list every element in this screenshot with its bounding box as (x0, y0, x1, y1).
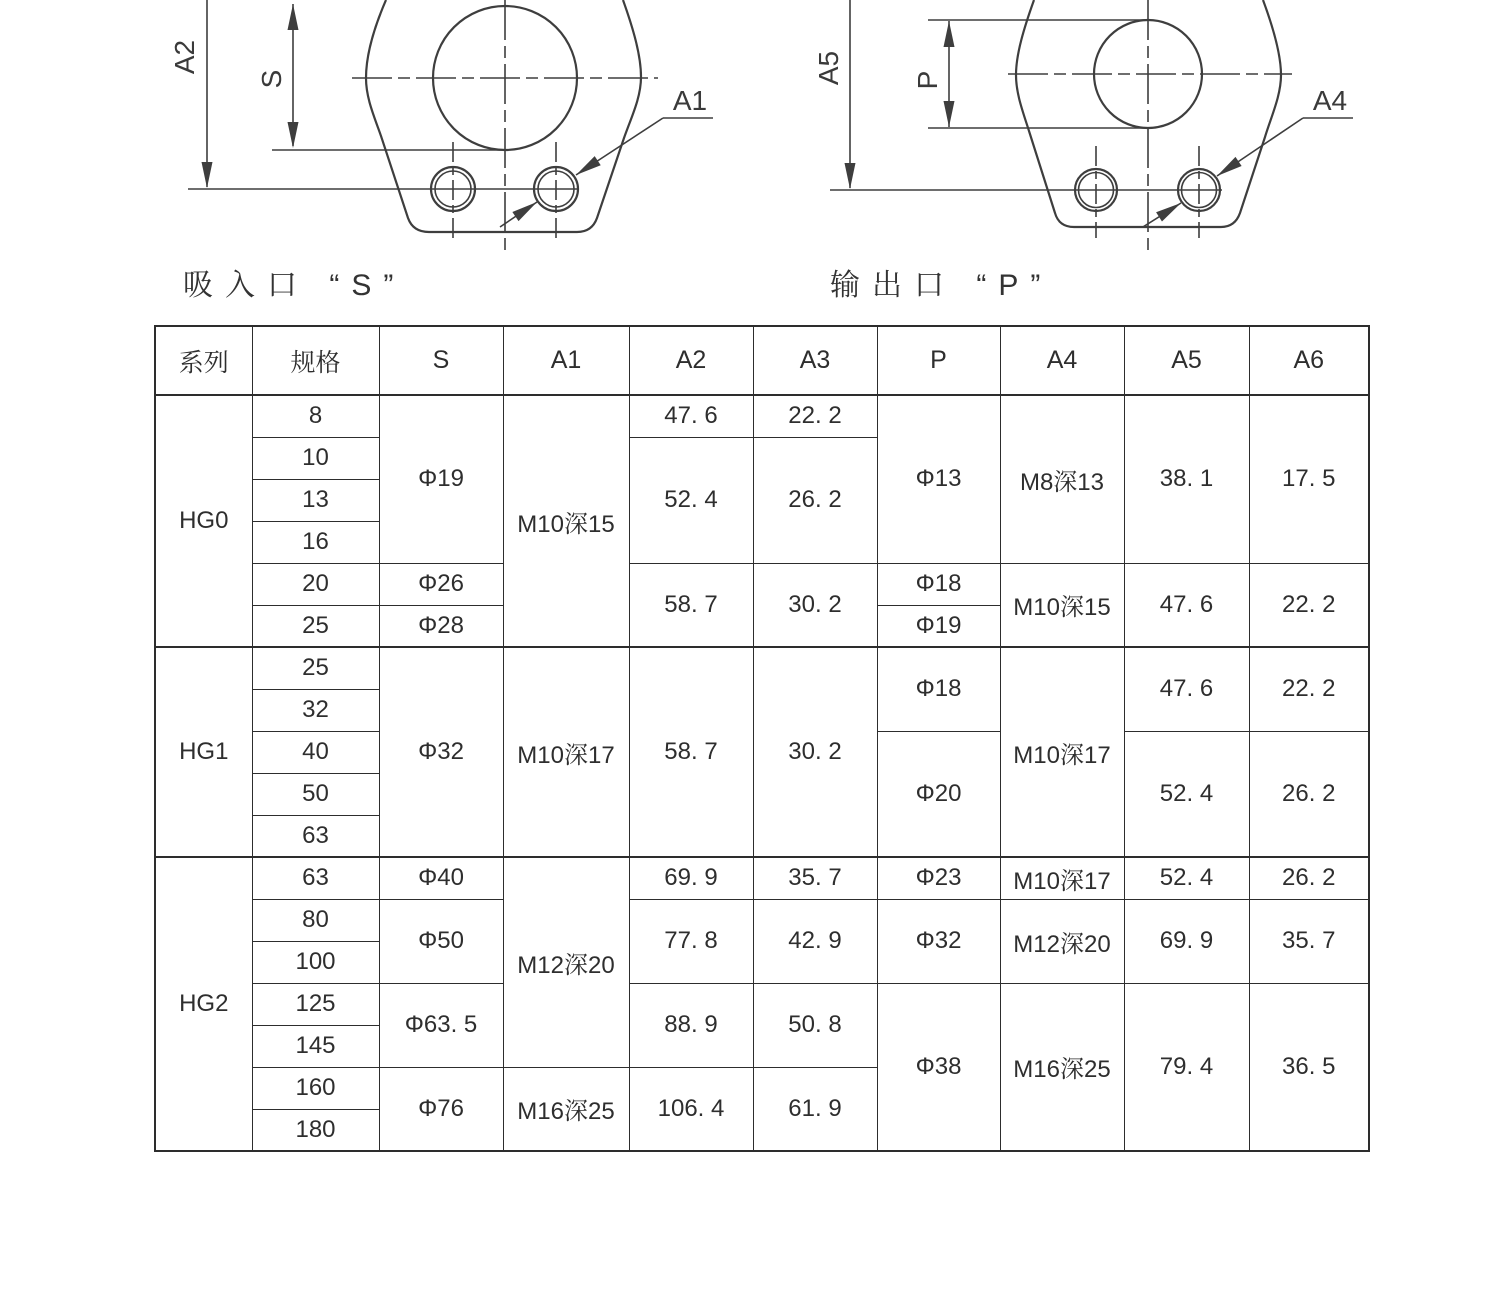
table-cell: 13 (252, 479, 379, 521)
dim-label-a2: A2 (169, 39, 200, 75)
table-cell: 16 (252, 521, 379, 563)
table-cell: 52. 4 (1124, 857, 1249, 899)
table-cell: 32 (252, 689, 379, 731)
table-cell: Φ19 (877, 605, 1000, 647)
output-port-drawing (813, 0, 1353, 250)
table-cell: Φ28 (379, 605, 503, 647)
table-row (155, 563, 1369, 605)
table-cell: 79. 4 (1124, 983, 1249, 1151)
table-cell: 106. 4 (629, 1067, 753, 1151)
table-cell: 50 (252, 773, 379, 815)
table-row (155, 647, 1369, 689)
table-cell: 100 (252, 941, 379, 983)
table-cell: 88. 9 (629, 983, 753, 1067)
column-header: A3 (753, 326, 877, 395)
table-cell: M8深13 (1000, 395, 1124, 563)
table-cell: HG1 (155, 647, 252, 857)
table-cell: Φ32 (877, 899, 1000, 983)
table-cell: Φ38 (877, 983, 1000, 1151)
table-cell: M10深15 (1000, 563, 1124, 647)
table-cell: 22. 2 (753, 395, 877, 437)
column-header: A6 (1249, 326, 1369, 395)
table-cell: 52. 4 (629, 437, 753, 563)
arrowhead (202, 162, 213, 188)
table-cell: 38. 1 (1124, 395, 1249, 563)
table-cell: 40 (252, 731, 379, 773)
table-cell: 22. 2 (1249, 647, 1369, 731)
table-cell: 69. 9 (629, 857, 753, 899)
table-cell: M16深25 (1000, 983, 1124, 1151)
table-cell: 10 (252, 437, 379, 479)
column-header: A2 (629, 326, 753, 395)
table-cell: 25 (252, 605, 379, 647)
table-cell: Φ63. 5 (379, 983, 503, 1067)
table-cell: Φ40 (379, 857, 503, 899)
table-cell: 61. 9 (753, 1067, 877, 1151)
table-cell: 125 (252, 983, 379, 1025)
table-cell: 30. 2 (753, 647, 877, 857)
table-cell: 77. 8 (629, 899, 753, 983)
table-cell: M12深20 (503, 857, 629, 1067)
table-cell: 35. 7 (1249, 899, 1369, 983)
arrowhead (288, 4, 299, 30)
arrowhead (288, 122, 299, 148)
table-cell: Φ18 (877, 647, 1000, 731)
column-header: A5 (1124, 326, 1249, 395)
table-cell: HG2 (155, 857, 252, 1151)
column-header: A1 (503, 326, 629, 395)
column-header: P (877, 326, 1000, 395)
suction-port-caption: 吸入口 “S” (183, 269, 406, 302)
dim-label-p: P (912, 70, 943, 90)
dim-label-s: S (256, 69, 287, 89)
column-header: A4 (1000, 326, 1124, 395)
table-body (155, 395, 1369, 1151)
table-cell: M12深20 (1000, 899, 1124, 983)
table-row (155, 395, 1369, 437)
table-cell: HG0 (155, 395, 252, 647)
table-cell: 30. 2 (753, 563, 877, 647)
table-cell: M10深17 (1000, 857, 1124, 899)
table-cell: Φ76 (379, 1067, 503, 1151)
table-cell: M10深17 (1000, 647, 1124, 857)
dimensions-table (154, 325, 1370, 1152)
table-cell: 8 (252, 395, 379, 437)
table-cell: 47. 6 (629, 395, 753, 437)
arrowhead (573, 156, 601, 179)
table-header-row (155, 326, 1369, 395)
table-cell: 42. 9 (753, 899, 877, 983)
flange-outline (366, 0, 641, 232)
arrowhead (944, 101, 955, 127)
table-cell: 69. 9 (1124, 899, 1249, 983)
table-row (155, 857, 1369, 899)
table-row (155, 983, 1369, 1025)
table-cell: 160 (252, 1067, 379, 1109)
table-cell: 22. 2 (1249, 563, 1369, 647)
table-cell: 63 (252, 815, 379, 857)
table-cell: 63 (252, 857, 379, 899)
table-cell: 20 (252, 563, 379, 605)
table-cell: Φ19 (379, 395, 503, 563)
table-cell: Φ20 (877, 731, 1000, 857)
table-cell: 52. 4 (1124, 731, 1249, 857)
table-cell: 26. 2 (1249, 857, 1369, 899)
table-cell: Φ32 (379, 647, 503, 857)
table-cell: Φ13 (877, 395, 1000, 563)
table-cell: Φ50 (379, 899, 503, 983)
output-port-caption: 输出口 “P” (830, 269, 1053, 302)
table-cell: 80 (252, 899, 379, 941)
dim-label-a5: A5 (813, 50, 844, 86)
table-cell: M10深17 (503, 647, 629, 857)
table-cell: 35. 7 (753, 857, 877, 899)
table-row (155, 899, 1369, 941)
column-header: 规格 (252, 326, 379, 395)
hole-label-a4: A4 (1312, 85, 1348, 116)
column-header: S (379, 326, 503, 395)
table-cell: Φ23 (877, 857, 1000, 899)
table-cell: 47. 6 (1124, 647, 1249, 731)
arrowhead (1156, 198, 1184, 221)
table-cell: 50. 8 (753, 983, 877, 1067)
table-cell: M10深15 (503, 395, 629, 647)
table-cell: M16深25 (503, 1067, 629, 1151)
suction-port-drawing (169, 0, 713, 253)
table-cell: 26. 2 (753, 437, 877, 563)
arrowhead (1214, 157, 1242, 181)
table-cell: 58. 7 (629, 563, 753, 647)
column-header: 系列 (155, 326, 252, 395)
arrowhead (944, 21, 955, 47)
table-cell: Φ18 (877, 563, 1000, 605)
table-cell: 47. 6 (1124, 563, 1249, 647)
arrowhead (845, 163, 856, 189)
table-cell: 26. 2 (1249, 731, 1369, 857)
table-cell: Φ26 (379, 563, 503, 605)
table-cell: 17. 5 (1249, 395, 1369, 563)
table-cell: 145 (252, 1025, 379, 1067)
table-cell: 36. 5 (1249, 983, 1369, 1151)
table-cell: 58. 7 (629, 647, 753, 857)
hole-label-a1: A1 (672, 85, 708, 116)
arrowhead (512, 197, 540, 221)
table-cell: 180 (252, 1109, 379, 1151)
table-cell: 25 (252, 647, 379, 689)
